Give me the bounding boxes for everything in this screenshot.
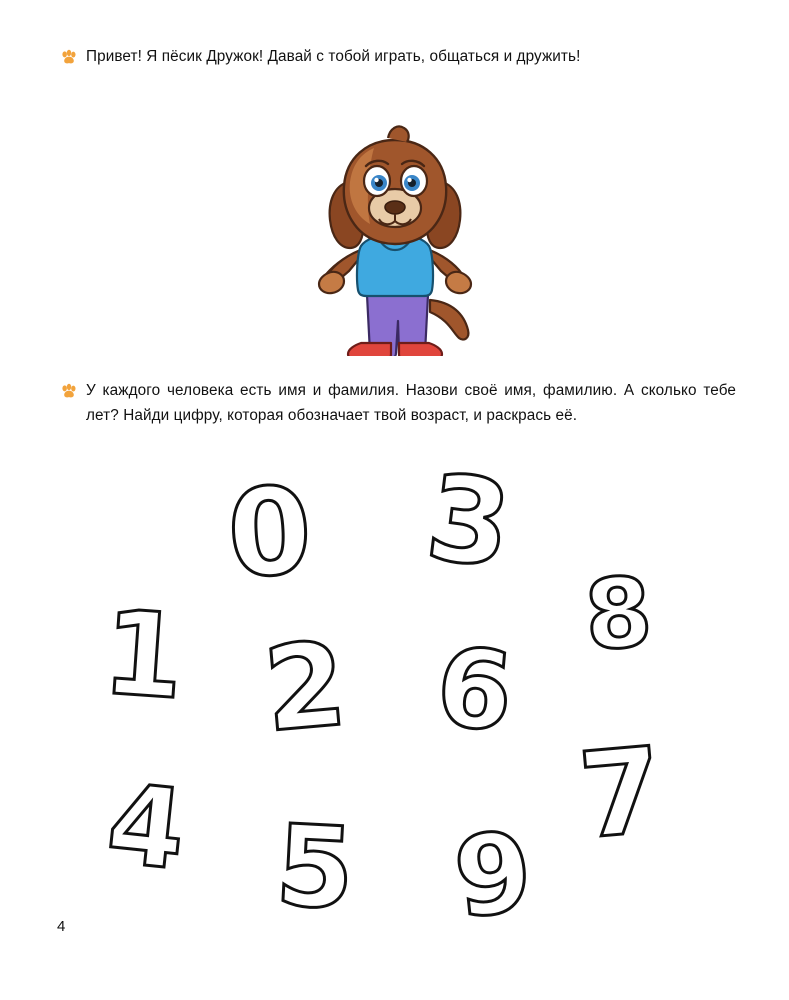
number-outline-4[interactable]: 4 <box>101 759 192 895</box>
number-outline-6[interactable]: 6 <box>431 624 518 757</box>
number-outline-0[interactable]: 0 <box>224 461 316 606</box>
task-paragraph-block <box>60 378 736 428</box>
paw-print-icon <box>60 48 78 66</box>
number-outline-1[interactable]: 1 <box>98 585 189 726</box>
number-outline-3[interactable]: 3 <box>419 447 519 595</box>
number-outline-7[interactable]: 7 <box>574 720 668 866</box>
number-outline-2[interactable]: 2 <box>259 616 352 759</box>
paw-print-icon <box>60 382 78 400</box>
cartoon-dog-illustration <box>290 104 500 356</box>
number-outline-8[interactable]: 8 <box>581 555 656 673</box>
number-outline-9[interactable]: 9 <box>448 807 539 943</box>
task-paragraph-text: У каждого человека есть имя и фамилия. Назови своё имя, фамилию. А сколько тебе лет? Найди цифру, которая обозначает твой возраст, и раскрась её. <box>86 382 736 424</box>
intro-paragraph-block <box>60 44 736 69</box>
page-number: 4 <box>57 918 66 935</box>
intro-paragraph-text: Привет! Я пёсик Дружок! Давай с тобой играть, общаться и дружить! <box>86 48 581 65</box>
number-outline-5[interactable]: 5 <box>272 801 358 935</box>
